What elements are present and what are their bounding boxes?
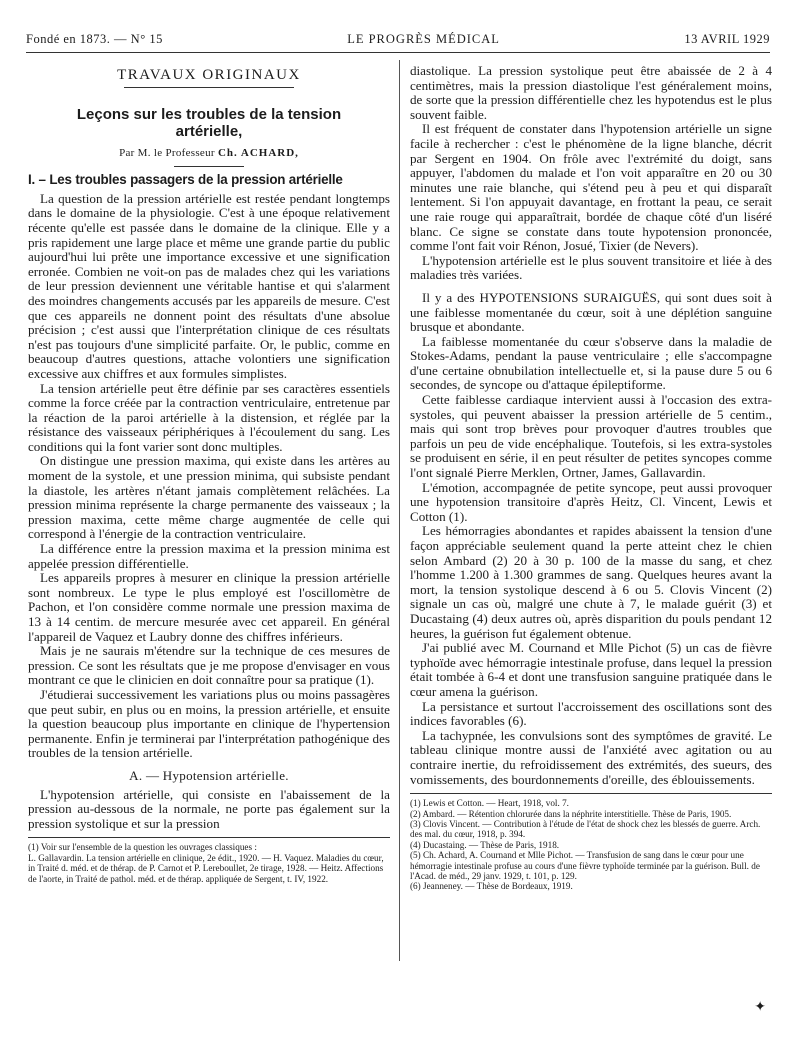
footnote: (6) Jeanneney. — Thèse de Bordeaux, 1919. [410, 881, 573, 892]
footnote: (4) Ducastaing. — Thèse de Paris, 1918. [410, 839, 560, 850]
paragraph: L'hypotension artérielle, qui consiste en l'abaissement de la pression au-dessous de la normale, ne porte pas également sur la pression systolique et sur la pression [28, 786, 390, 831]
article-title: Leçons sur les troubles de la tension artérielle, [76, 105, 342, 140]
footnote: (2) Ambard. — Rétention chlorurée dans la néphrite interstitielle. Thèse de Paris, 1905. [410, 808, 732, 819]
section-heading: A. — Hypotension artérielle. [129, 767, 289, 783]
paragraph: La question de la pression artérielle est restée pendant longtemps dans le domaine de la physiologie. C'est à une époque relativement récente qu'elle est passée dans le domaine de la clinique. Elle y a pris rapidement une large place et même une grande partie du public aujourd'hui lui prête une importance excessive et une signification erronée. Combien ne voit-on pas de malades chez qui les variations de leur pression deviennent une véritable hantise et qui s'alarment des moindres changements accusés par les appareils de mesure. C'est que ces appareils ne donnent point des résultats d'une absolue précision ; c'est aussi que l'interprétation clinique de ces résultats n'est pas toujours d'une simplicité parfaite. Or, le public, comme en beaucoup d'autres questions, attache volontiers une signification excessive aux chiffres et aux formules simplistes. [28, 190, 390, 381]
footnote: (5) Ch. Achard, A. Cournand et Mlle Pichot. — Transfusion de sang dans le cœur pour une hémorragie intestinale profuse au cours d'une fièvre typhoïde terminée par la guérison. Bull. de l'Acad. de méd., 29 janv. 1929, t. 101, p. 129. [410, 850, 760, 881]
paragraph: On distingue une pression maxima, qui existe dans les artères au moment de la systole, et une pression minima, qui subsiste pendant la diastole, les artères n'étant jamais complètement relâchées. La pression minima représente la charge permanente des vaisseaux ; la pression maxima, cette même charge augmentée de celle qui correspond à l'énergie de la contraction ventriculaire. [28, 453, 390, 542]
issue-date: 13 AVRIL 1929 [684, 32, 770, 46]
paragraph: Les appareils propres à mesurer en clinique la pression artérielle sont nombreux. Le type le plus employé est l'oscillomètre de Pachon, et l'on considère comme normale une pression maxima de 13 à 14 centim. de mercure mesurée avec cet appareil. En général l'appareil de Vaquez et Laubry donne des chiffres inférieurs. [28, 570, 390, 644]
paragraph: Il y a des HYPOTENSIONS SURAIGUËS, qui sont dues soit à une faiblesse momentanée du cœur, soit à une déplétion sanguine brusque et abondante. [410, 289, 772, 335]
running-head [26, 32, 770, 53]
section-title: TRAVAUX ORIGINAUX [117, 67, 301, 83]
founded-issue: Fondé en 1873. — N° 15 [26, 32, 163, 46]
paragraph: La tension artérielle peut être définie par ses caractères essentiels comme la force créée par la contraction ventriculaire, entretenue par la réaction de la paroi artérielle à la distension, et réglée par la résistance des vaisseaux périphériques à l'écoulement du sang. Les conditions qui la font varier sont donc multiples. [28, 380, 390, 454]
left-column [28, 66, 390, 1051]
paragraph: L'émotion, accompagnée de petite syncope, peut aussi provoquer une hypotension transitoire d'après Heitz, Cl. Vincent, Lewis et Cotton (1). [410, 479, 772, 524]
footnote: L. Gallavardin. La tension artérielle en clinique, 2e édit., 1920. — H. Vaquez. Maladies du cœur, in Traité d. méd. et de thérap. de P. Carnot et P. Lereboullet, 2e tirage, 1928. — Heitz. Affections de l'aorte, in Traité de pathol. méd. et de thérap. appliquée de Sergent, t. IV, 1922. [28, 852, 384, 884]
paragraph: J'étudierai successivement les variations plus ou moins passagères que peut subir, en plus ou en moins, la pression artérielle, et ensuite la question beaucoup plus importante en clinique de l'hypertension permanente. Enfin je terminerai par l'interprétation pathogénique des troubles de la tension artérielle. [28, 686, 390, 761]
paragraph: Mais je ne saurais m'étendre sur la technique de ces mesures de pression. Ce sont les résultats que je me propose d'envisager en vous montrant ce que le clinicien en doit connaître pour sa pratique (1). [28, 643, 390, 688]
journal-title: LE PROGRÈS MÉDICAL [347, 32, 500, 46]
author-name: Ch. ACHARD, [217, 146, 299, 159]
paragraph: diastolique. La pression systolique peut être abaissée de 2 à 4 centimètres, mais la pression diastolique l'est généralement moins, de sorte que la pression différentielle chez les hypotendus est le plus souvent faible. [410, 64, 772, 122]
paragraph: La différence entre la pression maxima et la pression minima est appelée pression différentielle. [28, 541, 390, 571]
footnotes-right [410, 798, 772, 892]
footnote-rule [28, 837, 390, 838]
byline-rule [174, 166, 244, 167]
section-title-rule [124, 87, 294, 88]
paragraph: Cette faiblesse cardiaque intervient aussi à l'occasion des extra-systoles, qui peuvent abaisser la pression artérielle de 5 centim., mais qui sont trop brèves pour provoquer d'autres troubles que parfois un peu de vide encéphalique. Toutefois, si les extra-systoles se produisent en série, il en peut résulter de petites syncopes comme l'ont signalé Pierre Merklen, Ortner, James, Gallavardin. [410, 392, 772, 481]
byline [28, 146, 390, 161]
footnote: (3) Clovis Vincent. — Contribution à l'étude de l'état de shock chez les blessés de guerre. Arch. des mal. du cœur, 1918, p. 394. [410, 818, 761, 840]
end-ornament-icon: ✦ [754, 999, 766, 1015]
right-column [410, 64, 772, 1051]
column-divider [399, 60, 400, 961]
footnotes-left [28, 842, 390, 884]
paragraph: La persistance et surtout l'accroissement des oscillations sont des indices favorables (6). [410, 698, 772, 729]
footnote: (1) Lewis et Cotton. — Heart, 1918, vol. 7. [410, 798, 569, 809]
footnote: (1) Voir sur l'ensemble de la question les ouvrages classiques : [28, 842, 257, 853]
byline-prefix: Par M. le Professeur [119, 146, 215, 159]
paragraph: L'hypotension artérielle est le plus souvent transitoire et liée à des maladies très variées. [410, 252, 772, 283]
chapter-heading: I. – Les troubles passagers de la pression artérielle [28, 172, 343, 188]
paragraph: J'ai publié avec M. Cournand et Mlle Pichot (5) un cas de fièvre typhoïde avec hémorragie intestinale profuse, dans lequel la pression était tombée à 6-4 et dont une transfusion sanguine pratiquée dans le cœur amena la guérison. [410, 640, 772, 699]
paragraph: La tachypnée, les convulsions sont des symptômes de gravité. Le tableau clinique montre aussi de l'anxiété avec agitation ou au contraire inertie, du refroidissement des extrémités, des sueurs, des vomissements, des bourdonnements d'oreille, des éblouissements. [410, 727, 772, 787]
paragraph: La faiblesse momentanée du cœur s'observe dans la maladie de Stokes-Adams, pendant la pause ventriculaire ; elle s'accompagne d'une certaine obnubilation intellectuelle et, si la pause dure 5 ou 6 secondes, de syncope ou d'attaque épileptiforme. [410, 333, 772, 393]
footnote-rule [410, 793, 772, 794]
paragraph: Les hémorragies abondantes et rapides abaissent la tension d'une façon appréciable seulement quand la perte atteint chez le chien selon Ambard (2) 20 à 30 p. 100 de la masse du sang, et chez l'homme 1.200 à 1.300 grammes de sang. Quelques heures avant la mort, la tension systolique descend à 6 ou 5. Clovis Vincent (2) signale un cas où, malgré une chute à 7, le malade guérit (3) et Ducastaing (4) deux autres où, après disparition du pouls pendant 12 heures, la guérison fut également obtenue. [410, 523, 772, 641]
paragraph: Il est fréquent de constater dans l'hypotension artérielle un signe facile à rechercher : c'est le phénomène de la ligne blanche, décrit par Sergent en 1904. On frôle avec l'extrémité du doigt, sans appuyer, l'abdomen du malade et l'on voit apparaître en 20 ou 30 minutes une raie blanche, qui s'étend peu à peu et qui disparaît lentement. Si l'on appuyait davantage, en frottant la peau, ce serait une raie rouge qui apparaîtrait, bordée de chaque côté d'un liséré blanc. Ce signe se constate dans toute hypotension prononcée, comme l'ont fait voir Rénon, Josué, Tixier (de Nevers). [410, 121, 772, 254]
